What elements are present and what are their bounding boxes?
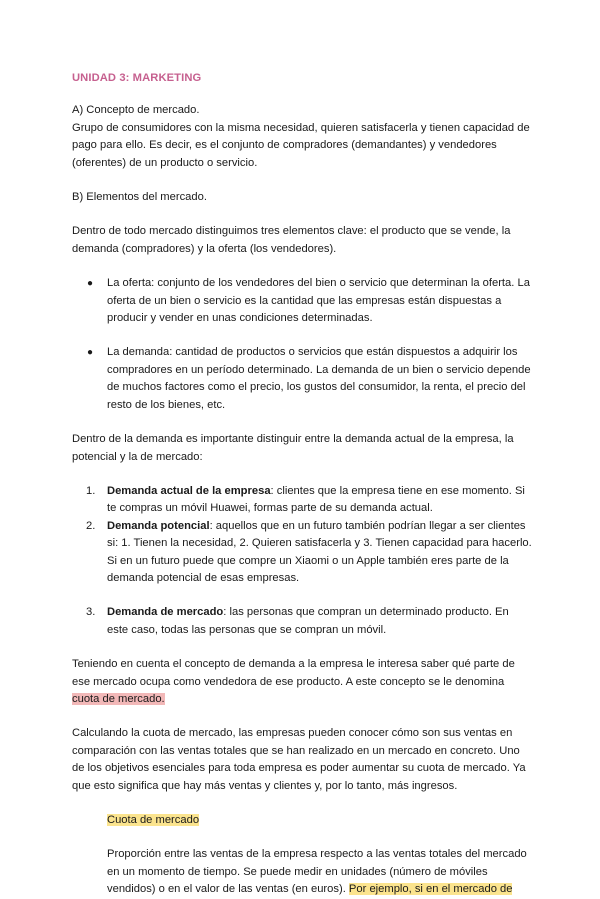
list-item [86, 518, 532, 588]
market-share-text: Teniendo en cuenta el concepto de demanda a la empresa le interesa saber qué parte de ese mercado ocupa como vendedora de ese producto. A este concepto se le denomina [72, 658, 515, 688]
document-page [72, 70, 532, 899]
list-item [86, 604, 532, 639]
demand-term: Demanda potencial [107, 519, 210, 532]
section-b-heading: B) Elementos del mercado. [72, 191, 207, 204]
demand-text: : las personas que compran un determinado producto. En este caso, todas las personas que se compran un móvil. [107, 606, 509, 636]
list-item [87, 344, 532, 414]
bullet-icon: ● [87, 347, 94, 359]
list-item [87, 275, 532, 327]
demand-term: Demanda de mercado [107, 606, 224, 619]
list-item [86, 483, 532, 518]
highlighted-example: Por ejemplo, si en el mercado de [348, 883, 513, 896]
list-number: 2. [86, 519, 96, 532]
market-share-explanation: Calculando la cuota de mercado, las empresas pueden conocer cómo son sus ventas en comparación con las ventas totales que se han realizado en un mercado en concreto. Uno de los objetivos esenciales para toda empresa es poder aumentar su cuota de mercado. Ya que esto significa que hay más ventas y clientes y, por lo tanto, más ingresos. [72, 727, 526, 792]
demand-text: : clientes que la empresa tiene en ese momento. Si te compras un móvil Huawei, formas parte de su demanda actual. [107, 484, 525, 515]
unit-title: UNIDAD 3: MARKETING [72, 72, 202, 84]
demand-text: : aquellos que en un futuro también podrían llegar a ser clientes si: 1. Tienen la necesidad, 2. Quieren satisfacerla y 3. Tienen capacidad para hacerlo. Si en un futuro puede que compre un Xiaomi o un Apple también eres parte de la demanda potencial de esas empresas. [107, 519, 532, 584]
definition-text: Proporción entre las ventas de la empresa respecto a las ventas totales del mercado en un momento de tiempo. Se puede medir en unidades (número de móviles vendidos) o en el valor de las ventas (en euros). [107, 848, 527, 896]
definition-block [72, 812, 532, 899]
definition-paragraph [107, 846, 532, 898]
list-number: 1. [86, 484, 96, 497]
market-elements-list [72, 275, 532, 414]
list-number: 3. [86, 606, 96, 619]
list-spacer [107, 327, 532, 344]
section-a-heading: A) Concepto de mercado. [72, 104, 200, 117]
demand-intro: Dentro de la demanda es importante distinguir entre la demanda actual de la empresa, la potencial y la de mercado: [72, 433, 514, 463]
demand-term: Demanda actual de la empresa [107, 484, 271, 497]
market-share-paragraph [72, 656, 532, 708]
list-spacer [107, 587, 532, 604]
highlighted-term: cuota de mercado. [72, 692, 165, 705]
section-b-intro: Dentro de todo mercado distinguimos tres elementos clave: el producto que se vende, la demanda (compradores) y la oferta (los vendedores). [72, 225, 511, 255]
section-a-body: Grupo de consumidores con la misma necesidad, quieren satisfacerla y tienen capacidad de pago para ello. Es decir, es el conjunto de compradores (demandantes) y vendedores (oferentes) de un producto o servicio. [72, 121, 530, 169]
bullet-text-demanda: La demanda: cantidad de productos o servicios que están dispuestos a adquirir los compradores en un período determinado. La demanda de un bien o servicio depende de muchos factores como el precio, los gustos del consumidor, la renta, el precio del resto de los bienes, etc. [107, 346, 531, 411]
definition-heading: Cuota de mercado [107, 814, 200, 826]
demand-types-list [72, 483, 532, 639]
bullet-text-oferta: La oferta: conjunto de los vendedores del bien o servicio que determinan la oferta. La oferta de un bien o servicio es la cantidad que las empresas están dispuestas a producir y vender en unas condiciones determinadas. [107, 277, 530, 325]
bullet-icon: ● [87, 278, 94, 290]
